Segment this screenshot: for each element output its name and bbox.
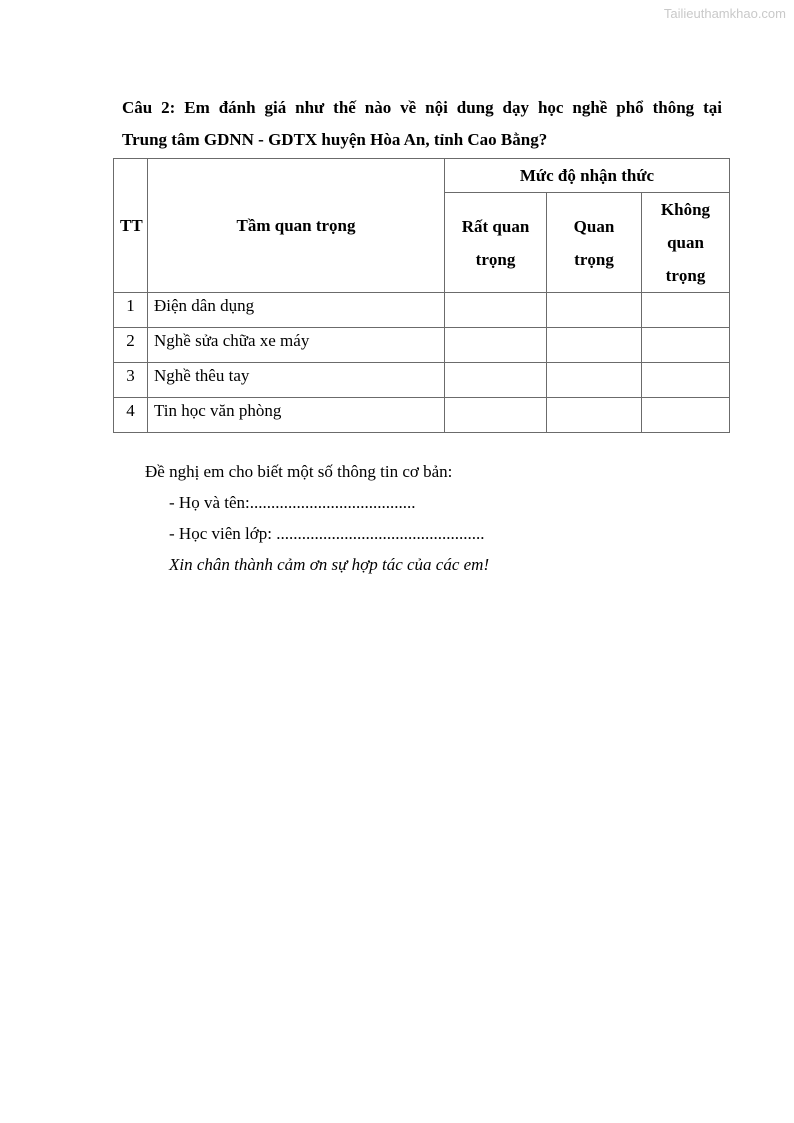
header-important: Quan trọng xyxy=(547,193,642,293)
table-row xyxy=(114,398,730,433)
rating-cell-very-important[interactable] xyxy=(445,293,547,328)
rating-cell-not-important[interactable] xyxy=(642,293,730,328)
info-section xyxy=(145,456,489,580)
rating-cell-very-important[interactable] xyxy=(445,363,547,398)
rating-cell-very-important[interactable] xyxy=(445,328,547,363)
rating-cell-very-important[interactable] xyxy=(445,398,547,433)
rating-cell-important[interactable] xyxy=(547,363,642,398)
row-number: 3 xyxy=(114,363,148,398)
rating-cell-not-important[interactable] xyxy=(642,363,730,398)
name-field[interactable]: - Họ và tên:....................................... xyxy=(169,493,416,512)
header-importance: Tầm quan trọng xyxy=(148,159,445,293)
header-awareness-level: Mức độ nhận thức xyxy=(445,159,730,193)
header-very-important: Rất quan trọng xyxy=(445,193,547,293)
rating-cell-important[interactable] xyxy=(547,293,642,328)
row-label: Nghề thêu tay xyxy=(148,363,445,398)
row-number: 1 xyxy=(114,293,148,328)
rating-cell-important[interactable] xyxy=(547,328,642,363)
question-line-2: Trung tâm GDNN - GDTX huyện Hòa An, tỉnh Cao Bằng? xyxy=(122,130,548,149)
rating-cell-important[interactable] xyxy=(547,398,642,433)
question-heading xyxy=(122,92,722,156)
rating-cell-not-important[interactable] xyxy=(642,328,730,363)
row-number: 2 xyxy=(114,328,148,363)
header-not-important: Không quan trọng xyxy=(642,193,730,293)
table-row xyxy=(114,328,730,363)
survey-table xyxy=(113,158,730,433)
row-label: Nghề sửa chữa xe máy xyxy=(148,328,445,363)
info-intro: Đề nghị em cho biết một số thông tin cơ bản: xyxy=(145,462,453,481)
row-number: 4 xyxy=(114,398,148,433)
watermark: Tailieuthamkhao.com xyxy=(663,6,786,21)
header-tt: TT xyxy=(114,159,148,293)
row-label: Tin học văn phòng xyxy=(148,398,445,433)
table-header-row-1 xyxy=(114,159,730,193)
table-row xyxy=(114,363,730,398)
thanks-note: Xin chân thành cảm ơn sự hợp tác của các em! xyxy=(169,555,490,574)
row-label: Điện dân dụng xyxy=(148,293,445,328)
question-line-1: Câu 2: Em đánh giá như thế nào về nội dung dạy học nghề phổ thông tại xyxy=(122,98,722,117)
table-row xyxy=(114,293,730,328)
rating-cell-not-important[interactable] xyxy=(642,398,730,433)
class-field[interactable]: - Học viên lớp: ................................................. xyxy=(169,524,485,543)
